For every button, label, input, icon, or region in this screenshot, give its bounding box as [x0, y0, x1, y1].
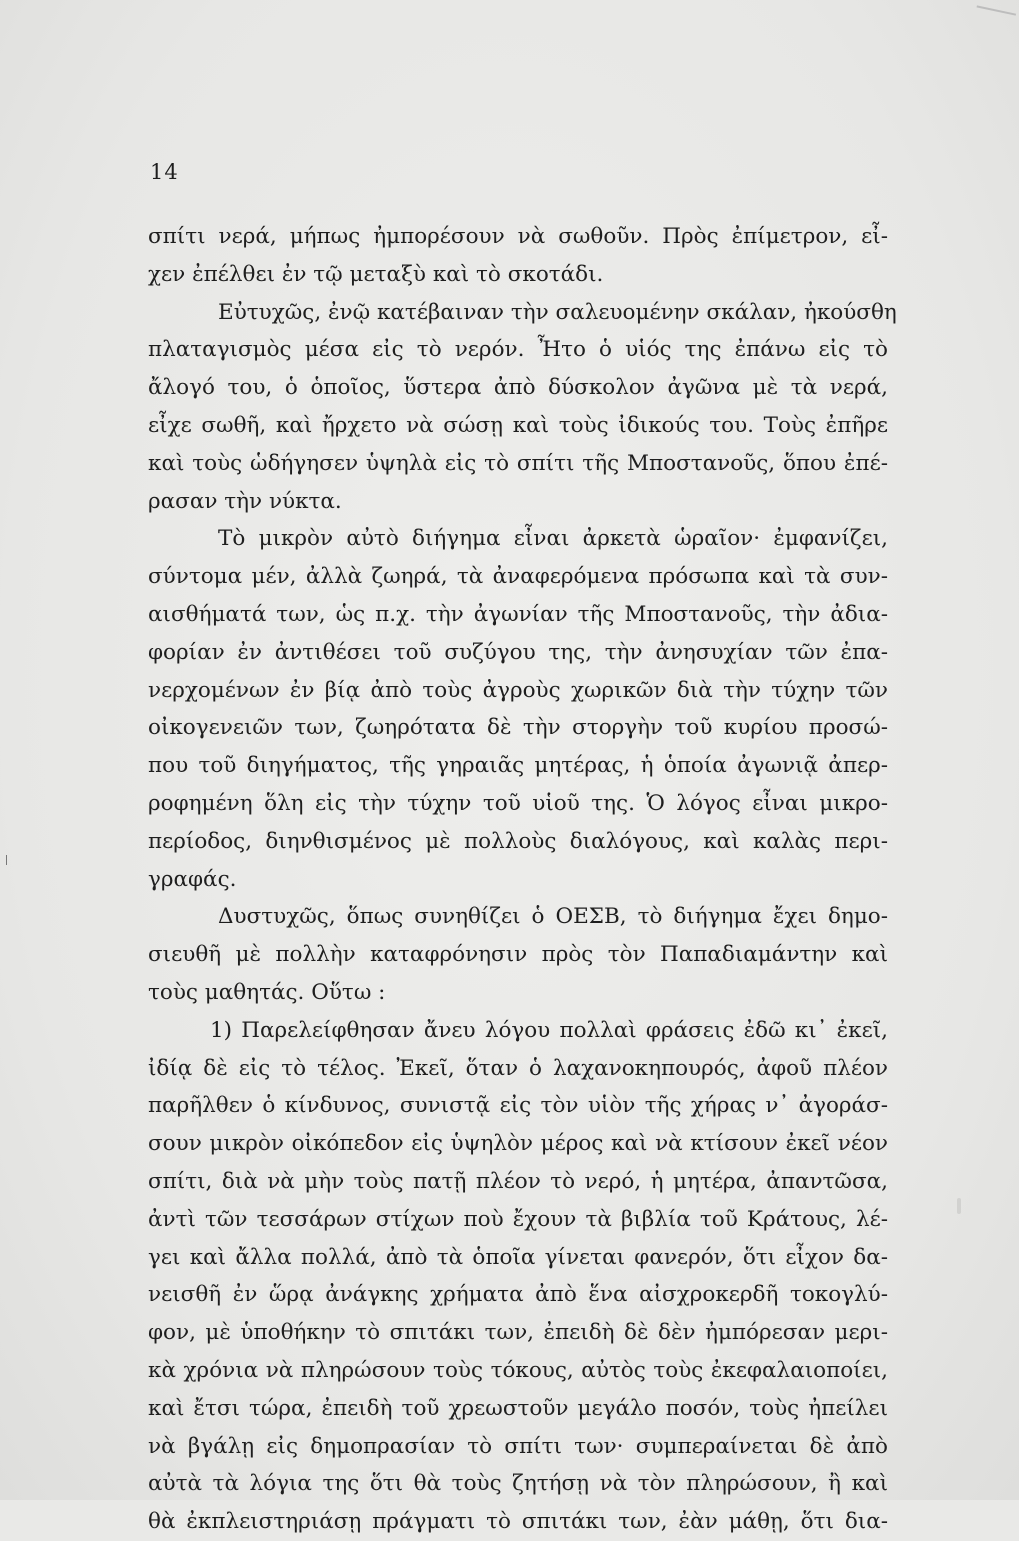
text-line: σπίτι νερά, μήπως ἠμπορέσουν νὰ σωθοῦν. Πρὸς ἐπίμετρον, εἶ- [148, 224, 888, 249]
text-line: σύντομα μέν, ἀλλὰ ζωηρά, τὰ ἀναφερόμενα πρόσωπα καὶ τὰ συν- [148, 564, 888, 590]
text-line: παρῆλθεν ὁ κίνδυνος, συνιστᾷ εἰς τὸν υἱὸν τῆς χήρας ν᾿ ἀγοράσ- [148, 1093, 888, 1119]
text-line: Εὐτυχῶς, ἐνῷ κατέβαιναν τὴν σαλευομένην σκάλαν, ἠκούσθη [218, 299, 897, 325]
text-line: αισθήματά των, ὡς π.χ. τὴν ἀγωνίαν τῆς Μποστανοῦς, τὴν ἀδια- [148, 601, 888, 627]
text-line: νὰ βγάλῃ εἰς δημοπρασίαν τὸ σπίτι των· συμπεραίνεται δὲ ἀπὸ [148, 1433, 888, 1459]
text-line: σουν μικρὸν οἰκόπεδον εἰς ὑψηλὸν μέρος καὶ νὰ κτίσουν ἐκεῖ νέον [148, 1131, 888, 1157]
text-line: καὶ τοὺς ὡδήγησεν ὑψηλὰ εἰς τὸ σπίτι τῆς Μποστανοῦς, ὅπου ἐπέ- [148, 450, 888, 476]
text-line: γει καὶ ἄλλα πολλά, ἀπὸ τὰ ὁποῖα γίνεται φανερόν, ὅτι εἶχον δα- [148, 1244, 888, 1270]
text-line: ἀντὶ τῶν τεσσάρων στίχων ποὺ ἔχουν τὰ βιβλία τοῦ Κράτους, λέ- [148, 1206, 888, 1232]
text-line: εἶχε σωθῆ, καὶ ἤρχετο νὰ σώσῃ καὶ τοὺς ἰδικούς του. Τοὺς ἐπῆρε [148, 412, 888, 438]
text-line: χεν ἐπέλθει ἐν τῷ μεταξὺ καὶ τὸ σκοτάδι. [148, 261, 604, 287]
text-line: καὶ ἔτσι τώρα, ἐπειδὴ τοῦ χρεωστοῦν μεγάλο ποσόν, τοὺς ἠπείλει [148, 1395, 888, 1421]
text-line: περίοδος, διηνθισμένος μὲ πολλοὺς διαλόγους, καὶ καλὰς περι- [148, 828, 888, 854]
text-line: πλαταγισμὸς μέσα εἰς τὸ νερόν. Ἦτο ὁ υἱός της ἐπάνω εἰς τὸ [148, 337, 888, 363]
text-line: γραφάς. [148, 866, 237, 892]
text-line: οἰκογενειῶν των, ζωηρότατα δὲ τὴν στοργὴν τοῦ κυρίου προσώ- [148, 715, 888, 741]
text-line: Δυστυχῶς, ὅπως συνηθίζει ὁ ΟΕΣΒ, τὸ διήγημα ἔχει δημο- [218, 904, 888, 930]
paper-speck [957, 1198, 961, 1214]
text-line: αὐτὰ τὰ λόγια της ὅτι θὰ τοὺς ζητήσῃ νὰ τὸν πληρώσουν, ἢ καὶ [148, 1471, 888, 1497]
text-line: ροφημένη ὅλη εἰς τὴν τύχην τοῦ υἱοῦ της. Ὁ λόγος εἶναι μικρο- [148, 790, 888, 816]
text-line: σιευθῆ μὲ πολλὴν καταφρόνησιν πρὸς τὸν Παπαδιαμάντην καὶ [148, 942, 888, 968]
text-line: Τὸ μικρὸν αὐτὸ διήγημα εἶναι ἀρκετὰ ὡραῖον· ἐμφανίζει, [218, 526, 888, 552]
text-line: 1) Παρελείφθησαν ἄνευ λόγου πολλαὶ φράσεις ἐδῶ κι᾿ ἐκεῖ, [210, 1017, 888, 1043]
text-line: σπίτι, διὰ νὰ μὴν τοὺς πατῇ πλέον τὸ νερό, ἡ μητέρα, ἀπαντῶσα, [148, 1168, 888, 1194]
text-line: ἰδίᾳ δὲ εἰς τὸ τέλος. Ἐκεῖ, ὅταν ὁ λαχανοκηπουρός, ἀφοῦ πλέον [148, 1055, 888, 1081]
text-line: νερχομένων ἐν βίᾳ ἀπὸ τοὺς ἀγροὺς χωρικῶν διὰ τὴν τύχην τῶν [148, 677, 888, 703]
text-line: φον, μὲ ὑποθήκην τὸ σπιτάκι των, ἐπειδὴ δὲ δὲν ἠμπόρεσαν μερι- [148, 1320, 888, 1346]
text-line: φορίαν ἐν ἀντιθέσει τοῦ συζύγου της, τὴν ἀνησυχίαν τῶν ἐπα- [148, 639, 888, 665]
body-text [148, 218, 897, 1541]
text-line: τοὺς μαθητάς. Οὕτω : [148, 979, 386, 1005]
text-line: κὰ χρόνια νὰ πληρώσουν τοὺς τόκους, αὐτὸς τοὺς ἐκεφαλαιοποίει, [148, 1357, 888, 1383]
text-line: ἄλογό του, ὁ ὁποῖος, ὕστερα ἀπὸ δύσκολον ἀγῶνα μὲ τὰ νερά, [148, 375, 888, 401]
text-line: που τοῦ διηγήματος, τῆς γηραιᾶς μητέρας, ἡ ὁποία ἀγωνιᾷ ἀπερ- [148, 753, 888, 779]
page-number: 14 [150, 160, 179, 184]
text-line: ρασαν τὴν νύκτα. [148, 488, 342, 514]
margin-mark [6, 855, 11, 865]
text-line: θὰ ἐκπλειστηριάσῃ πράγματι τὸ σπιτάκι των, ἐὰν μάθῃ, ὅτι δια- [148, 1509, 888, 1535]
page-corner-mark [977, 0, 1019, 16]
text-line: νεισθῆ ἐν ὥρᾳ ἀνάγκης χρήματα ἀπὸ ἕνα αἰσχροκερδῆ τοκογλύ- [148, 1282, 888, 1308]
